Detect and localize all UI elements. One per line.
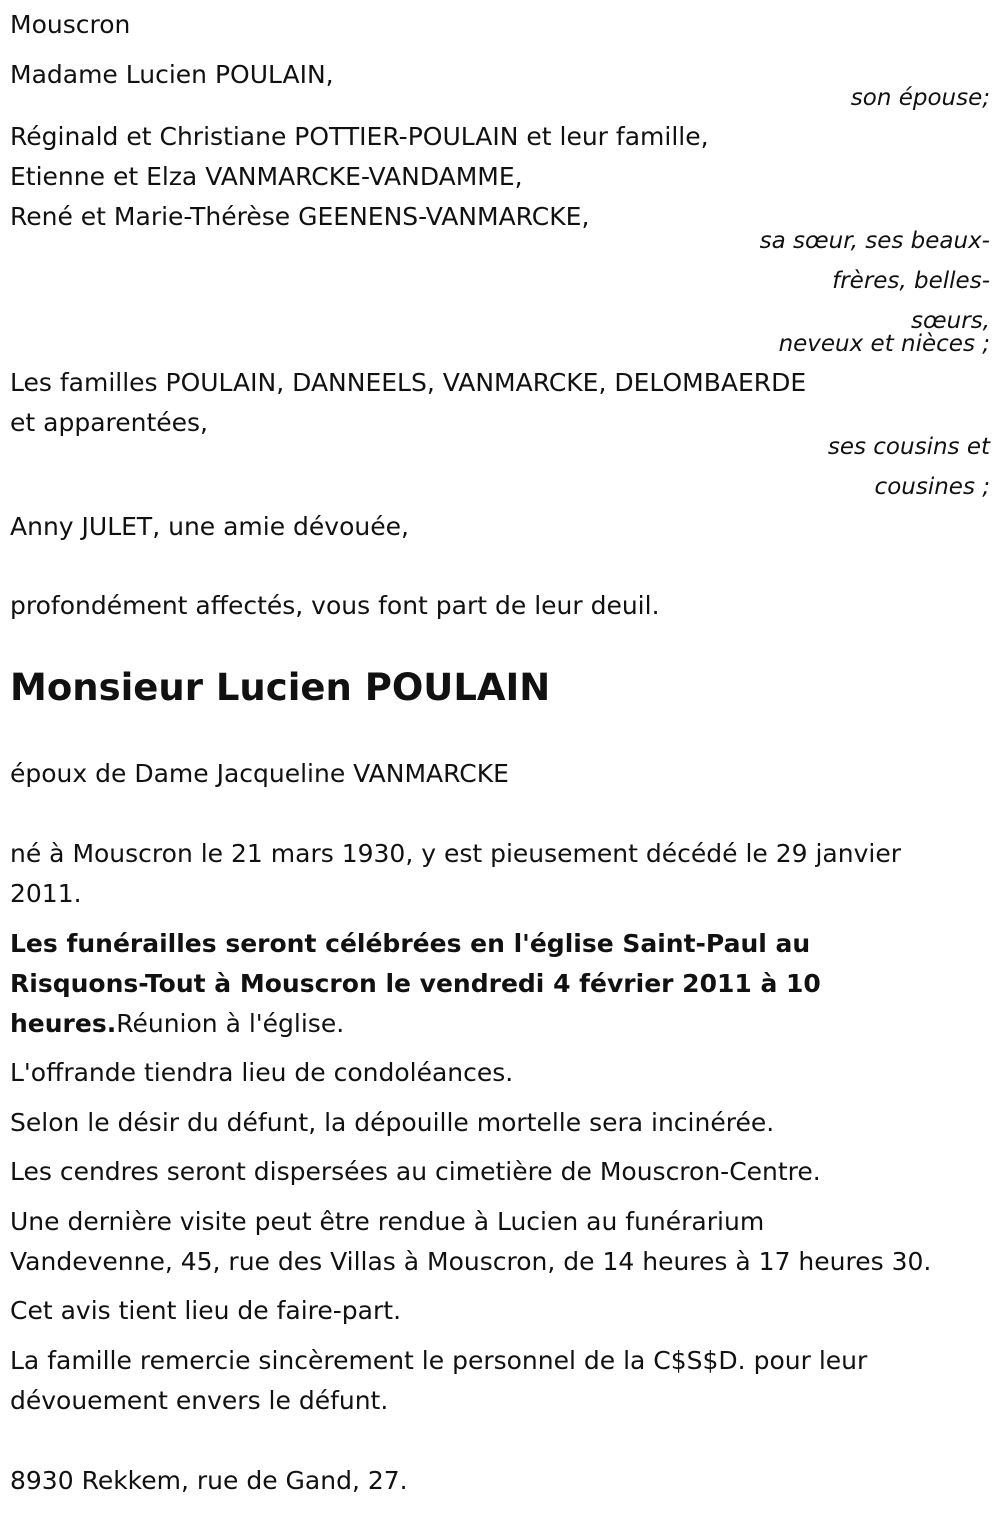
widow-name: Madame Lucien POULAIN, (10, 60, 334, 89)
deceased-name: Monsieur Lucien POULAIN (10, 666, 551, 709)
sibling-line-2: Etienne et Elza VANMARCKE-VANDAMME, (10, 162, 523, 191)
ashes-line: Les cendres seront dispersées au cimetière de Mouscron-Centre. (10, 1157, 821, 1186)
families-line-2: et apparentées, (10, 408, 208, 437)
funeral-normal-tail: Réunion à l'église. (116, 1009, 345, 1038)
thanks-line-2: dévouement envers le défunt. (10, 1386, 389, 1415)
birth-death-line-2: 2011. (10, 879, 82, 908)
funeral-line-1: Les funérailles seront célébrées en l'église Saint-Paul au (10, 929, 811, 958)
visit-line-1: Une dernière visite peut être rendue à Lucien au funérarium (10, 1207, 765, 1236)
families-role-2: cousines ; (874, 474, 990, 500)
notice-line: Cet avis tient lieu de faire-part. (10, 1296, 402, 1325)
thanks-line-1: La famille remercie sincèrement le personnel de la C$S$D. pour leur (10, 1346, 868, 1375)
funeral-bold-tail: heures. (10, 1009, 117, 1038)
cremation-line: Selon le désir du défunt, la dépouille mortelle sera incinérée. (10, 1108, 775, 1137)
families-line-1: Les familles POULAIN, DANNEELS, VANMARCKE, DELOMBAERDE (10, 368, 807, 397)
city-heading: Mouscron (10, 10, 131, 39)
birth-death-line-1: né à Mouscron le 21 mars 1930, y est pieusement décédé le 29 janvier (10, 839, 901, 868)
families-role-1: ses cousins et (827, 434, 990, 460)
announcement-line: profondément affectés, vous font part de leur deuil. (10, 591, 660, 620)
sibling-role-2: frères, belles- (832, 268, 990, 294)
sibling-line-3: René et Marie-Thérèse GEENENS-VANMARCKE, (10, 202, 590, 231)
offering-line: L'offrande tiendra lieu de condoléances. (10, 1058, 514, 1087)
sibling-role-extra: neveux et nièces ; (778, 331, 990, 357)
sibling-role-1: sa sœur, ses beaux- (759, 228, 990, 254)
friend-line: Anny JULET, une amie dévouée, (10, 512, 409, 541)
sibling-line-1: Réginald et Christiane POTTIER-POULAIN et leur famille, (10, 122, 709, 151)
spouse-line: époux de Dame Jacqueline VANMARCKE (10, 759, 509, 788)
visit-line-2: Vandevenne, 45, rue des Villas à Mouscron, de 14 heures à 17 heures 30. (10, 1247, 932, 1276)
sibling-role-3: sœurs, (911, 308, 990, 334)
funeral-line-3 (10, 1004, 344, 1044)
widow-role: son épouse; (850, 85, 990, 111)
funeral-line-2: Risquons-Tout à Mouscron le vendredi 4 février 2011 à 10 (10, 969, 821, 998)
address-line: 8930 Rekkem, rue de Gand, 27. (10, 1466, 408, 1495)
